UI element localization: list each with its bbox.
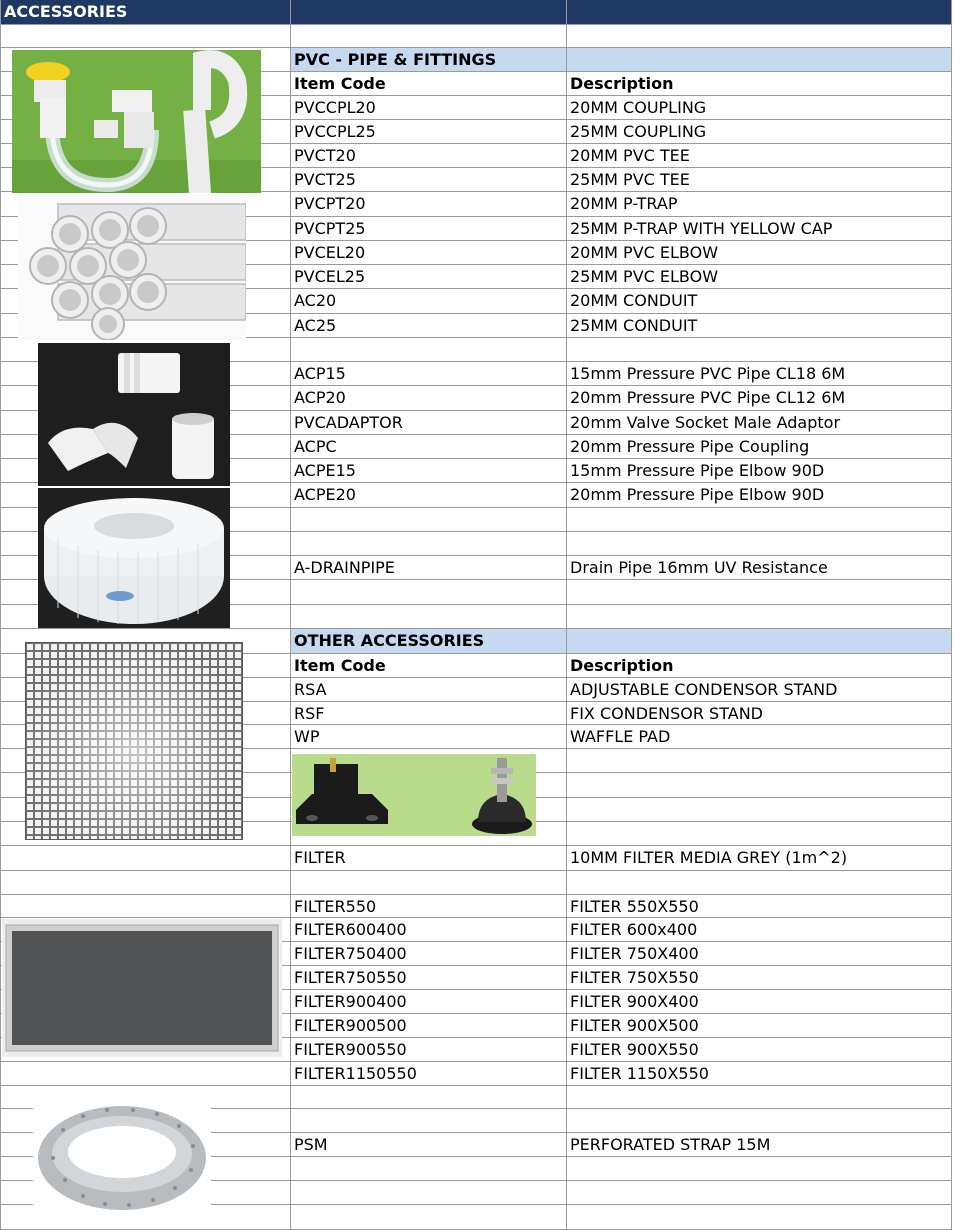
item-code: FILTER900400 bbox=[291, 990, 567, 1014]
item-description: FILTER 750X400 bbox=[567, 942, 952, 966]
item-code: PVCCPL25 bbox=[291, 120, 567, 144]
item-code: FILTER900500 bbox=[291, 1014, 567, 1038]
item-code: AC20 bbox=[291, 289, 567, 314]
blank-cell bbox=[567, 605, 952, 629]
item-code: WP bbox=[291, 725, 567, 749]
item-code: PVCT20 bbox=[291, 144, 567, 168]
section-title: OTHER ACCESSORIES bbox=[291, 629, 567, 654]
blank-cell bbox=[0, 846, 291, 871]
item-code: PVCPT25 bbox=[291, 217, 567, 241]
blank-cell bbox=[567, 532, 952, 556]
column-header-item-code: Item Code bbox=[291, 72, 567, 96]
item-description: FILTER 550X550 bbox=[567, 895, 952, 918]
waffle-pad-photo bbox=[25, 642, 243, 840]
item-description: 20mm Pressure Pipe Coupling bbox=[567, 435, 952, 459]
blank-cell bbox=[291, 1205, 567, 1230]
item-code: PVCCPL20 bbox=[291, 96, 567, 120]
blank-cell bbox=[0, 871, 291, 895]
blank-cell bbox=[567, 1157, 952, 1181]
item-code: A-DRAINPIPE bbox=[291, 556, 567, 580]
item-code: ACP20 bbox=[291, 386, 567, 411]
item-code: FILTER550 bbox=[291, 895, 567, 918]
perforated-strap-photo bbox=[33, 1088, 211, 1216]
sheet-header-row bbox=[0, 0, 953, 25]
blank-cell bbox=[0, 895, 291, 918]
table-row bbox=[0, 846, 953, 871]
item-code: PVCADAPTOR bbox=[291, 411, 567, 435]
pvc-fittings-photo bbox=[12, 50, 261, 193]
blank-cell bbox=[567, 629, 952, 654]
blank-cell bbox=[567, 25, 952, 48]
item-code: ACPC bbox=[291, 435, 567, 459]
conduit-pipes-photo bbox=[18, 194, 246, 340]
item-code: FILTER750400 bbox=[291, 942, 567, 966]
item-description: Drain Pipe 16mm UV Resistance bbox=[567, 556, 952, 580]
blank-cell bbox=[567, 1205, 952, 1230]
blank-cell bbox=[291, 1086, 567, 1109]
blank-row bbox=[0, 871, 953, 895]
item-description: 20MM CONDUIT bbox=[567, 289, 952, 314]
item-description: 20mm Pressure Pipe Elbow 90D bbox=[567, 483, 952, 508]
blank-cell bbox=[567, 871, 952, 895]
blank-cell bbox=[291, 508, 567, 532]
item-description: 15mm Pressure Pipe Elbow 90D bbox=[567, 459, 952, 483]
item-description: 25MM COUPLING bbox=[567, 120, 952, 144]
blank-cell bbox=[567, 798, 952, 822]
header-cell-empty bbox=[567, 0, 952, 25]
blank-cell bbox=[291, 605, 567, 629]
item-code: FILTER900550 bbox=[291, 1038, 567, 1062]
item-description: FILTER 900X550 bbox=[567, 1038, 952, 1062]
blank-cell bbox=[291, 25, 567, 48]
item-description: 10MM FILTER MEDIA GREY (1m^2) bbox=[567, 846, 952, 871]
column-header-item-code: Item Code bbox=[291, 654, 567, 678]
item-code: AC25 bbox=[291, 314, 567, 338]
item-description: WAFFLE PAD bbox=[567, 725, 952, 749]
blank-cell bbox=[291, 1157, 567, 1181]
item-description: 20mm Pressure PVC Pipe CL12 6M bbox=[567, 386, 952, 411]
table-row bbox=[0, 895, 953, 918]
blank-cell bbox=[0, 1062, 291, 1086]
blank-cell bbox=[567, 1109, 952, 1133]
item-description: 25MM P-TRAP WITH YELLOW CAP bbox=[567, 217, 952, 241]
item-description: FILTER 750X550 bbox=[567, 966, 952, 990]
item-code: PVCPT20 bbox=[291, 192, 567, 217]
item-description: 25MM CONDUIT bbox=[567, 314, 952, 338]
blank-cell bbox=[567, 773, 952, 798]
item-description: FILTER 1150X550 bbox=[567, 1062, 952, 1086]
item-code: PVCEL25 bbox=[291, 265, 567, 289]
item-description: FILTER 600x400 bbox=[567, 918, 952, 942]
item-code: FILTER1150550 bbox=[291, 1062, 567, 1086]
blank-cell bbox=[567, 338, 952, 362]
pressure-fittings-photo bbox=[38, 343, 230, 486]
item-code: ACPE15 bbox=[291, 459, 567, 483]
blank-cell bbox=[567, 1086, 952, 1109]
item-code: FILTER bbox=[291, 846, 567, 871]
filter-panel-photo bbox=[2, 919, 282, 1057]
item-description: PERFORATED STRAP 15M bbox=[567, 1133, 952, 1157]
drain-pipe-photo bbox=[38, 488, 230, 628]
blank-cell bbox=[291, 871, 567, 895]
blank-cell bbox=[567, 48, 952, 72]
item-code: FILTER600400 bbox=[291, 918, 567, 942]
blank-cell bbox=[291, 580, 567, 605]
blank-cell bbox=[291, 1109, 567, 1133]
item-description: FILTER 900X500 bbox=[567, 1014, 952, 1038]
blank-cell bbox=[567, 822, 952, 846]
blank-cell bbox=[567, 1181, 952, 1205]
item-code: RSA bbox=[291, 678, 567, 702]
item-description: 25MM PVC ELBOW bbox=[567, 265, 952, 289]
item-code: PVCT25 bbox=[291, 168, 567, 192]
item-code: RSF bbox=[291, 702, 567, 725]
item-code: FILTER750550 bbox=[291, 966, 567, 990]
section-title: PVC - PIPE & FITTINGS bbox=[291, 48, 567, 72]
blank-cell bbox=[567, 580, 952, 605]
column-header-description: Description bbox=[567, 654, 952, 678]
table-row bbox=[0, 1062, 953, 1086]
item-code: ACPE20 bbox=[291, 483, 567, 508]
blank-cell bbox=[0, 25, 291, 48]
item-description: FIX CONDENSOR STAND bbox=[567, 702, 952, 725]
condensor-stand-photo bbox=[292, 754, 536, 836]
item-description: 20MM P-TRAP bbox=[567, 192, 952, 217]
sheet-title: ACCESSORIES bbox=[0, 0, 291, 25]
item-description: 20MM COUPLING bbox=[567, 96, 952, 120]
item-code: ACP15 bbox=[291, 362, 567, 386]
blank-cell bbox=[291, 338, 567, 362]
item-description: 25MM PVC TEE bbox=[567, 168, 952, 192]
item-description: 20mm Valve Socket Male Adaptor bbox=[567, 411, 952, 435]
blank-row bbox=[0, 25, 953, 48]
item-description: ADJUSTABLE CONDENSOR STAND bbox=[567, 678, 952, 702]
column-header-description: Description bbox=[567, 72, 952, 96]
item-description: 20MM PVC ELBOW bbox=[567, 241, 952, 265]
header-cell-empty bbox=[291, 0, 567, 25]
item-code: PSM bbox=[291, 1133, 567, 1157]
item-description: 20MM PVC TEE bbox=[567, 144, 952, 168]
blank-cell bbox=[567, 749, 952, 773]
blank-cell bbox=[291, 1181, 567, 1205]
blank-cell bbox=[567, 508, 952, 532]
item-description: 15mm Pressure PVC Pipe CL18 6M bbox=[567, 362, 952, 386]
item-description: FILTER 900X400 bbox=[567, 990, 952, 1014]
item-code: PVCEL20 bbox=[291, 241, 567, 265]
blank-cell bbox=[291, 532, 567, 556]
